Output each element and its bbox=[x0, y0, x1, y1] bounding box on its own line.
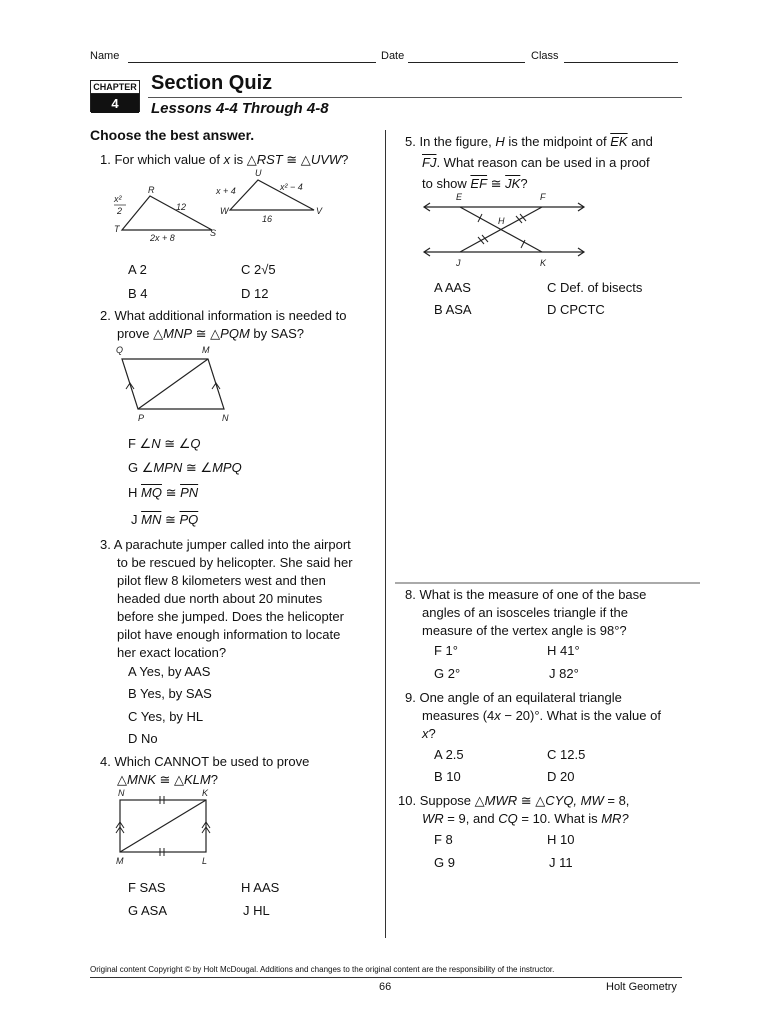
q5-number: 5. bbox=[405, 134, 416, 149]
q2-f-a: N bbox=[151, 436, 161, 451]
q5-label-k: K bbox=[540, 258, 547, 268]
q5-tick-1 bbox=[478, 214, 482, 222]
q4-label-n: N bbox=[118, 788, 125, 798]
q1-question bbox=[100, 151, 348, 169]
q5-question bbox=[405, 131, 653, 194]
q2-option-g[interactable] bbox=[128, 460, 242, 476]
q5-tick-3b bbox=[520, 214, 526, 221]
q5-label-f: F bbox=[540, 192, 546, 202]
q5-l3mid: ≅ bbox=[487, 176, 506, 191]
q1-option-c[interactable]: C 2√5 bbox=[241, 262, 276, 277]
q2-option-h[interactable] bbox=[128, 485, 198, 501]
q3-line-3: headed due north about 20 minutes bbox=[117, 591, 323, 606]
q9-number: 9. bbox=[405, 690, 416, 705]
q10-l1a: Suppose △ bbox=[419, 793, 485, 808]
q5-ef: $\overline{EF}$ bbox=[470, 176, 488, 191]
chapter-label: CHAPTER bbox=[91, 81, 139, 94]
page-number: 66 bbox=[379, 981, 392, 993]
q1-label-x24: x² − 4 bbox=[280, 182, 303, 192]
q1-var: x bbox=[223, 152, 231, 167]
q2-arrow-left bbox=[126, 383, 134, 389]
q5-label-e: E bbox=[456, 192, 463, 202]
q4-option-h[interactable]: H AAS bbox=[241, 880, 280, 895]
q1-label-bottom: 2x + 8 bbox=[150, 233, 175, 243]
q9-option-a[interactable]: A 2.5 bbox=[434, 747, 464, 762]
q8-option-h[interactable]: H 41° bbox=[547, 643, 580, 658]
q3-option-d[interactable]: D No bbox=[128, 731, 158, 746]
q1-end: ? bbox=[341, 152, 349, 167]
q10-l2e: MR? bbox=[601, 811, 629, 826]
q1-label-s: S bbox=[210, 228, 217, 238]
column-divider bbox=[385, 130, 386, 938]
q2-label-p: P bbox=[138, 413, 145, 423]
date-label: Date bbox=[381, 50, 405, 62]
q4-number: 4. bbox=[100, 754, 111, 769]
q1-text-a: For which value of bbox=[114, 152, 224, 167]
q2-g-mid: ≅ ∠ bbox=[182, 460, 213, 475]
q3-question bbox=[100, 536, 353, 662]
q2-label-m: M bbox=[202, 345, 210, 355]
q5-option-c[interactable]: C Def. of bisects bbox=[547, 280, 643, 295]
q4-option-j[interactable]: J HL bbox=[243, 903, 270, 918]
q9-var: x bbox=[494, 708, 501, 723]
q2-t1: MNP bbox=[163, 326, 193, 341]
name-line[interactable] bbox=[128, 62, 376, 63]
q5-fj: $\overline{FJ}$ bbox=[422, 155, 437, 170]
q2-arrow-right bbox=[212, 383, 220, 389]
q2-diagonal bbox=[138, 359, 208, 409]
q2-g-pre: G ∠ bbox=[128, 460, 154, 475]
q2-j-pre: J bbox=[131, 512, 142, 527]
q2-line1: What additional information is needed to bbox=[114, 308, 347, 323]
date-line[interactable] bbox=[408, 62, 525, 63]
title-rule bbox=[148, 97, 682, 98]
q4-line1: Which CANNOT be used to prove bbox=[114, 754, 310, 769]
q10-option-f[interactable]: F 8 bbox=[434, 832, 453, 847]
q3-line-4: before she jumped. Does the helicopter bbox=[117, 609, 344, 624]
q1-option-d[interactable]: D 12 bbox=[241, 286, 269, 301]
q5-ek: $\overline{EK}$ bbox=[610, 134, 628, 149]
q2-g-b: MPQ bbox=[212, 460, 242, 475]
q9-line2a: measures (4 bbox=[422, 708, 495, 723]
q2-j-a: $\overline{MN}$ bbox=[141, 512, 162, 527]
q8-line-1: angles of an isosceles triangle if the bbox=[422, 605, 628, 620]
q1-triangle-rst bbox=[122, 196, 212, 230]
q4-pre: △ bbox=[117, 772, 127, 787]
page-title: Section Quiz bbox=[151, 72, 273, 94]
q5-l3a: to show bbox=[422, 176, 471, 191]
q10-cong: ≅ △ bbox=[517, 793, 546, 808]
class-line[interactable] bbox=[564, 62, 678, 63]
q4-figure bbox=[112, 788, 222, 868]
q4-label-m: M bbox=[116, 856, 124, 866]
q2-j-b: $\overline{PQ}$ bbox=[179, 512, 199, 527]
q4-t1: MNK bbox=[127, 772, 156, 787]
q5-option-a[interactable]: A AAS bbox=[434, 280, 471, 295]
q8-question bbox=[405, 586, 646, 640]
copyright-notice: Original content Copyright © by Holt McDougal. Additions and changes to the original content are the responsibility of the instructor. bbox=[90, 965, 555, 974]
q1-option-b[interactable]: B 4 bbox=[128, 286, 148, 301]
q10-option-g[interactable]: G 9 bbox=[434, 855, 455, 870]
q4-cong: ≅ △ bbox=[155, 772, 185, 787]
q2-f-pre: F ∠ bbox=[128, 436, 152, 451]
q5-l2b: . What reason can be used in a proof bbox=[436, 155, 650, 170]
q8-number: 8. bbox=[405, 587, 416, 602]
q5-tick-4a bbox=[478, 237, 484, 244]
q1-label-2: 2 bbox=[117, 206, 123, 216]
q1-text-b: is △ bbox=[230, 152, 257, 167]
q2-h-mid: ≅ bbox=[161, 485, 181, 500]
q2-h-pre: H bbox=[128, 485, 141, 500]
q4-label-k: K bbox=[202, 788, 209, 798]
q3-line-5: pilot have enough information to locate bbox=[117, 627, 341, 642]
q2-line2b: by SAS? bbox=[249, 326, 304, 341]
q9-option-b[interactable]: B 10 bbox=[434, 769, 461, 784]
q2-question bbox=[100, 307, 346, 343]
q1-t1: RST bbox=[256, 152, 283, 167]
q1-t2: UVW bbox=[310, 152, 342, 167]
q4-label-l: L bbox=[202, 856, 208, 866]
q2-option-f[interactable] bbox=[128, 436, 201, 452]
q2-cong: ≅ △ bbox=[192, 326, 221, 341]
q3-line-6: her exact location? bbox=[117, 645, 227, 660]
q9-line3end: ? bbox=[428, 726, 436, 741]
q1-number: 1. bbox=[100, 152, 111, 167]
q4-end: ? bbox=[210, 772, 218, 787]
q10-option-h[interactable]: H 10 bbox=[547, 832, 575, 847]
q10-l2c: CQ bbox=[498, 811, 518, 826]
q8-rule bbox=[395, 582, 700, 584]
q5-option-d[interactable]: D CPCTC bbox=[547, 302, 605, 317]
q5-label-j: J bbox=[456, 258, 461, 268]
q5-tick-4b bbox=[482, 235, 488, 242]
q1-label-x4: x + 4 bbox=[216, 186, 236, 196]
q8-option-j[interactable]: J 82° bbox=[549, 666, 579, 681]
q2-figure bbox=[112, 345, 242, 430]
q4-option-g[interactable]: G ASA bbox=[128, 903, 168, 918]
q3-line-2: pilot flew 8 kilometers west and then bbox=[117, 573, 326, 588]
page-subtitle: Lessons 4-4 Through 4-8 bbox=[151, 100, 329, 117]
q10-number: 10. bbox=[398, 793, 417, 808]
q1-label-r: R bbox=[148, 185, 155, 195]
q10-l2b: = 9, and bbox=[443, 811, 499, 826]
q10-option-j[interactable]: J 11 bbox=[549, 855, 573, 870]
q5-option-b[interactable]: B ASA bbox=[434, 302, 472, 317]
q4-option-f[interactable]: F SAS bbox=[128, 880, 166, 895]
q9-option-d[interactable]: D 20 bbox=[547, 769, 575, 784]
footer-rule bbox=[90, 977, 682, 978]
q9-line2b: − 20)°. What is the value of bbox=[500, 708, 661, 723]
q9-line3: x bbox=[422, 726, 429, 741]
q1-label-u: U bbox=[255, 168, 262, 178]
q1-label-16: 16 bbox=[262, 214, 273, 224]
instructions: Choose the best answer. bbox=[90, 127, 255, 143]
q1-figure bbox=[112, 170, 332, 250]
q2-f-mid: ≅ ∠ bbox=[160, 436, 191, 451]
q2-option-j[interactable] bbox=[131, 512, 198, 528]
q2-label-n: N bbox=[222, 413, 229, 423]
q1-label-w: W bbox=[220, 206, 229, 216]
q8-line-2: measure of the vertex angle is 98°? bbox=[422, 623, 627, 638]
q2-label-q: Q bbox=[116, 345, 124, 355]
q8-option-f[interactable]: F 1° bbox=[434, 643, 458, 658]
q3-option-c[interactable]: C Yes, by HL bbox=[128, 709, 204, 724]
q5-tick-3a bbox=[516, 216, 522, 223]
q2-h-a: $\overline{MQ}$ bbox=[141, 485, 162, 500]
q2-j-mid: ≅ bbox=[161, 512, 180, 527]
q4-question bbox=[100, 753, 309, 789]
q9-line1: One angle of an equilateral triangle bbox=[419, 690, 622, 705]
chapter-badge bbox=[90, 80, 140, 112]
q10-l1b: = 8, bbox=[603, 793, 630, 808]
q10-t1: MWR bbox=[484, 793, 518, 808]
q4-t2: KLM bbox=[184, 772, 211, 787]
q10-l2a: WR bbox=[422, 811, 444, 826]
q3-line-1: to be rescued by helicopter. She said her bbox=[117, 555, 353, 570]
q1-label-x2: x² bbox=[114, 194, 122, 204]
q9-question bbox=[405, 689, 661, 743]
q8-option-g[interactable]: G 2° bbox=[434, 666, 461, 681]
q1-label-t: T bbox=[114, 224, 120, 234]
q10-l2d: = 10. What is bbox=[517, 811, 602, 826]
book-title: Holt Geometry bbox=[606, 981, 677, 993]
q10-t2: CYQ, MW bbox=[545, 793, 604, 808]
q2-f-b: Q bbox=[190, 436, 201, 451]
q10-question bbox=[398, 792, 629, 828]
q2-number: 2. bbox=[100, 308, 111, 323]
q4-diagonal bbox=[120, 800, 206, 852]
q1-label-12: 12 bbox=[176, 202, 187, 212]
q2-line2a: prove △ bbox=[117, 326, 164, 341]
q9-option-c[interactable]: C 12.5 bbox=[547, 747, 586, 762]
q2-g-a: MPN bbox=[153, 460, 183, 475]
q5-l1c: and bbox=[627, 134, 653, 149]
q1-label-v: V bbox=[316, 206, 323, 216]
q5-h: H bbox=[495, 134, 505, 149]
q5-label-h: H bbox=[498, 216, 505, 226]
q5-l1b: is the midpoint of bbox=[504, 134, 611, 149]
chapter-number: 4 bbox=[91, 94, 139, 113]
q2-t2: PQM bbox=[220, 326, 250, 341]
q5-jk: $\overline{JK}$ bbox=[505, 176, 521, 191]
q5-figure bbox=[420, 190, 590, 270]
q3-number: 3. bbox=[100, 537, 111, 552]
q3-option-a[interactable]: A Yes, by AAS bbox=[128, 664, 211, 679]
class-label: Class bbox=[531, 50, 559, 62]
q2-h-b: $\overline{PN}$ bbox=[180, 485, 199, 500]
q5-l1a: In the figure, bbox=[419, 134, 496, 149]
name-label: Name bbox=[90, 50, 120, 62]
q1-option-a[interactable]: A 2 bbox=[128, 262, 147, 277]
q1-cong: ≅ △ bbox=[282, 152, 311, 167]
q3-line-0: A parachute jumper called into the airport bbox=[113, 537, 351, 552]
q8-line-0: What is the measure of one of the base bbox=[419, 587, 647, 602]
q3-option-b[interactable]: B Yes, by SAS bbox=[128, 686, 212, 701]
q5-l3end: ? bbox=[520, 176, 528, 191]
